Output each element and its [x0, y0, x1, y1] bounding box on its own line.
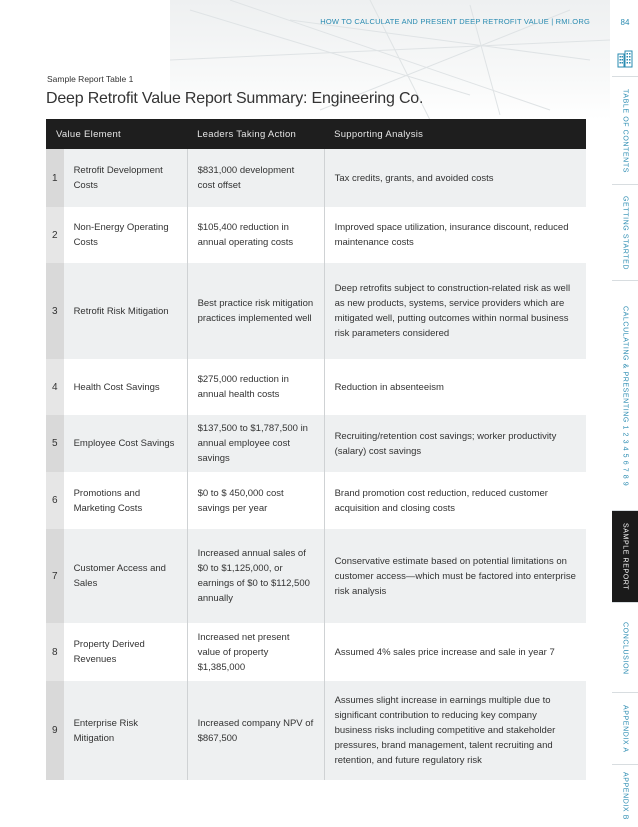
row-number: 1: [46, 149, 64, 207]
table-caption: Sample Report Table 1: [47, 74, 134, 84]
value-element-cell: Customer Access and Sales: [64, 529, 188, 623]
table-row: [46, 623, 586, 681]
tab-table-of-contents[interactable]: [612, 76, 638, 185]
tab-label: APPENDIX A: [621, 705, 629, 753]
table-row: [46, 149, 586, 207]
header-supporting-analysis: Supporting Analysis: [324, 119, 586, 149]
value-element-cell: Enterprise Risk Mitigation: [64, 681, 188, 780]
row-number: 5: [46, 415, 64, 472]
row-number: 4: [46, 359, 64, 415]
tab-appendix-a[interactable]: [612, 692, 638, 765]
analysis-cell: Recruiting/retention cost savings; worker productivity (salary) cost savings: [324, 415, 586, 472]
table-header-row: [46, 119, 586, 149]
analysis-cell: Deep retrofits subject to construction-related risk as well as new products, systems, service providers which are mitigated well, putting outcomes within normal business risk parameters considered: [324, 263, 586, 359]
building-icon: [617, 50, 633, 73]
action-cell: $137,500 to $1,787,500 in annual employee cost savings: [187, 415, 324, 472]
table-row: [46, 529, 586, 623]
row-number: 8: [46, 623, 64, 681]
row-number: 3: [46, 263, 64, 359]
analysis-cell: Tax credits, grants, and avoided costs: [324, 149, 586, 207]
row-number: 2: [46, 207, 64, 263]
table-row: [46, 681, 586, 780]
table-row: [46, 472, 586, 529]
action-cell: $0 to $ 450,000 cost savings per year: [187, 472, 324, 529]
action-cell: Increased company NPV of $867,500: [187, 681, 324, 780]
analysis-cell: Improved space utilization, insurance discount, reduced maintenance costs: [324, 207, 586, 263]
running-header: HOW TO CALCULATE AND PRESENT DEEP RETROFIT VALUE | RMI.ORG: [320, 17, 590, 26]
value-element-cell: Promotions and Marketing Costs: [64, 472, 188, 529]
tab-label: TABLE OF CONTENTS: [621, 89, 629, 173]
action-cell: $105,400 reduction in annual operating costs: [187, 207, 324, 263]
action-cell: Increased net present value of property $1,385,000: [187, 623, 324, 681]
tab-label: APPENDIX B: [621, 771, 629, 820]
page-title: Deep Retrofit Value Report Summary: Engineering Co.: [46, 90, 424, 107]
value-element-cell: Employee Cost Savings: [64, 415, 188, 472]
row-number: 6: [46, 472, 64, 529]
tab-sample-report[interactable]: [612, 510, 638, 603]
action-cell: $275,000 reduction in annual health costs: [187, 359, 324, 415]
value-element-cell: Health Cost Savings: [64, 359, 188, 415]
analysis-cell: Reduction in absenteeism: [324, 359, 586, 415]
analysis-cell: Assumes slight increase in earnings multiple due to significant contribution to reducing key company business risks including competitive and stakeholder pressures, brand management, talent recruiting and retention, and future regulatory risk: [324, 681, 586, 780]
value-report-table: [46, 119, 586, 780]
action-cell: Best practice risk mitigation practices implemented well: [187, 263, 324, 359]
tab-conclusion[interactable]: [612, 602, 638, 693]
row-number: 7: [46, 529, 64, 623]
value-element-cell: Retrofit Risk Mitigation: [64, 263, 188, 359]
value-element-cell: Property Derived Revenues: [64, 623, 188, 681]
value-element-cell: Retrofit Development Costs: [64, 149, 188, 207]
action-cell: Increased annual sales of $0 to $1,125,000, or earnings of $0 to $112,500 annually: [187, 529, 324, 623]
tab-label: CALCULATING & PRESENTING 1 2 3 4 5 6 7 8 9: [621, 305, 629, 487]
table-row: [46, 207, 586, 263]
page-number: 84: [620, 18, 630, 27]
table-row: [46, 263, 586, 359]
tab-calculating-presenting[interactable]: [612, 280, 638, 511]
tab-label: SAMPLE REPORT: [621, 523, 629, 591]
analysis-cell: Assumed 4% sales price increase and sale in year 7: [324, 623, 586, 681]
action-cell: $831,000 development cost offset: [187, 149, 324, 207]
header-value-element: Value Element: [46, 119, 187, 149]
tab-getting-started[interactable]: [612, 184, 638, 281]
value-element-cell: Non-Energy Operating Costs: [64, 207, 188, 263]
header-leaders-taking-action: Leaders Taking Action: [187, 119, 324, 149]
tab-appendix-b[interactable]: [612, 764, 638, 827]
tab-label: CONCLUSION: [621, 621, 629, 675]
tab-label: GETTING STARTED: [621, 195, 629, 271]
analysis-cell: Brand promotion cost reduction, reduced customer acquisition and closing costs: [324, 472, 586, 529]
row-number: 9: [46, 681, 64, 780]
table-row: [46, 359, 586, 415]
analysis-cell: Conservative estimate based on potential limitations on customer access—which must be factored into enterprise risk analysis: [324, 529, 586, 623]
table-row: [46, 415, 586, 472]
